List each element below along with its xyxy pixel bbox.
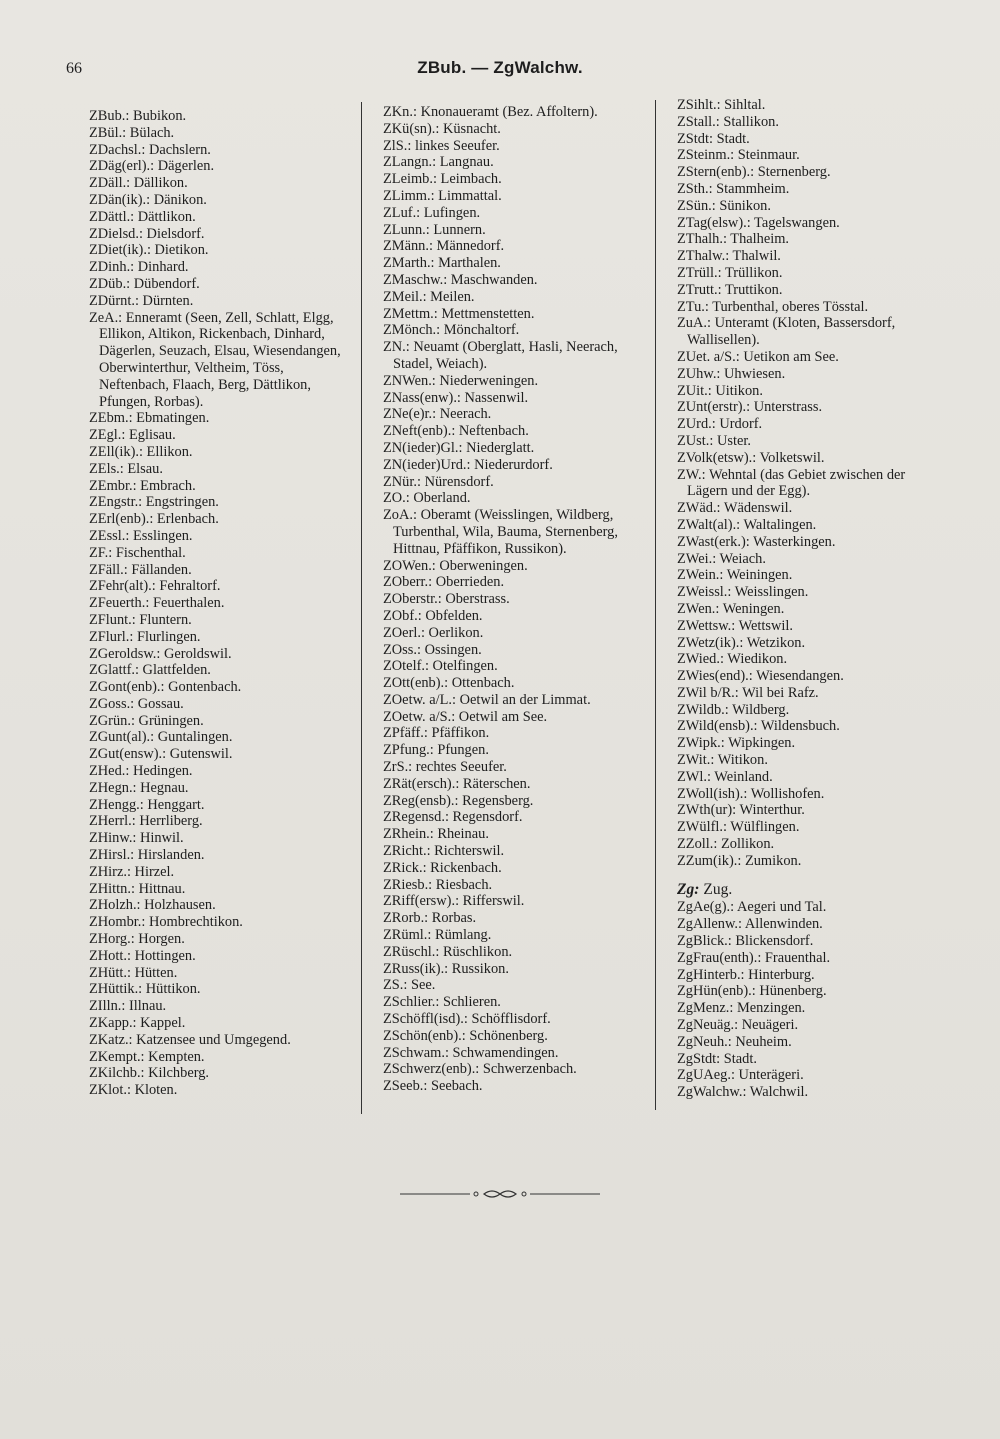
column-divider-2 [655,100,656,1110]
list-item: ZHolzh.: Holzhausen. [89,897,216,914]
list-item: ZWies(end).: Wiesendangen. [677,668,844,685]
canton-heading [677,882,945,899]
page-number: 66 [66,60,82,77]
list-item: ZKlot.: Kloten. [89,1082,178,1099]
list-item: ZSchwerz(enb).: Schwerzenbach. [383,1061,577,1078]
list-item: ZWild(ensb).: Wildensbuch. [677,718,840,735]
list-item: ZLuf.: Lufingen. [383,204,481,221]
list-item: ZRorb.: Rorbas. [383,910,477,927]
list-item: ZRicht.: Richterswil. [383,843,505,860]
list-item: ZDürnt.: Dürnten. [89,292,194,309]
list-item: ZN.: Neuamt (Oberglatt, Hasli, Neerach, Stadel, Weiach). [383,339,618,372]
list-item: ZgAllenw.: Allenwinden. [677,916,823,933]
list-item: ZHirz.: Hirzel. [89,863,175,880]
list-item: ZKn.: Knonaueramt (Bez. Affoltern). [383,104,598,120]
list-item: ZStall.: Stallikon. [677,113,779,130]
list-item: ZMettm.: Mettmenstetten. [383,305,535,322]
list-item: ZWil b/R.: Wil bei Rafz. [677,684,819,701]
list-item: ZHed.: Hedingen. [89,763,193,780]
list-item: ZgMenz.: Menzingen. [677,1000,806,1017]
list-item: ZEgl.: Eglisau. [89,427,176,444]
list-item: ZHegn.: Hegnau. [89,779,189,796]
list-item: ZKilchb.: Kilchberg. [89,1065,210,1082]
list-item: ZWast(erk.): Wasterkingen. [677,533,836,550]
list-item: ZWth(ur): Winterthur. [677,802,805,819]
list-item: ZDinh.: Dinhard. [89,259,189,276]
list-item: ZRüml.: Rümlang. [383,927,492,944]
list-item: ZOWen.: Oberweningen. [383,557,528,574]
list-item: ZUit.: Uitikon. [677,382,763,399]
list-item: ZDiet(ik).: Dietikon. [89,242,209,259]
list-item: ZgBlick.: Blickensdorf. [677,933,814,950]
column-divider-1 [361,102,362,1114]
list-item: ZgNeuh.: Neuheim. [677,1033,792,1050]
column-3 [677,97,945,1101]
list-item: ZWen.: Weningen. [677,600,785,617]
list-item: ZgWalchw.: Walchwil. [677,1084,809,1101]
list-item: ZEll(ik).: Ellikon. [89,443,193,460]
list-item: ZoA.: Oberamt (Weisslingen, Wildberg, Turbenthal, Wila, Bauma, Sternenberg, Hittnau, Pfäffikon, Russikon). [383,507,618,557]
list-item: ZGont(enb).: Gontenbach. [89,679,242,696]
list-item: ZLangn.: Langnau. [383,154,494,171]
list-item: ZTu.: Turbenthal, oberes Tösstal. [677,298,869,315]
list-item: ZF.: Fischenthal. [89,544,186,561]
list-item: ZEbm.: Ebmatingen. [89,410,210,427]
list-item: ZSth.: Stammheim. [677,180,790,197]
list-item: ZNeft(enb).: Neftenbach. [383,423,529,440]
list-item: ZgFrau(enth).: Frauenthal. [677,949,831,966]
list-item: ZSchwam.: Schwamendingen. [383,1044,559,1061]
list-item: ZGunt(al).: Guntalingen. [89,729,233,746]
list-item: ZSeeb.: Seebach. [383,1078,483,1095]
list-item: ZNWen.: Niederweningen. [383,372,539,389]
list-item: ZOberr.: Oberrieden. [383,574,505,591]
list-item: ZSchöffl(isd).: Schöfflisdorf. [383,1011,551,1028]
list-item: ZSihlt.: Sihltal. [677,97,766,113]
list-item: ZUet. a/S.: Uetikon am See. [677,348,839,365]
list-item: ZRiff(ersw).: Rifferswil. [383,893,525,910]
list-item: ZHüttik.: Hüttikon. [89,981,201,998]
list-item: ZPfäff.: Pfäffikon. [383,725,490,742]
list-item: ZTrutt.: Truttikon. [677,281,783,298]
list-item: ZErl(enb).: Erlenbach. [89,511,219,528]
list-item: ZSchlier.: Schlieren. [383,994,501,1011]
list-item: ZKempt.: Kempten. [89,1048,205,1065]
list-item: ZN(ieder)Gl.: Niederglatt. [383,439,535,456]
list-item: ZWildb.: Wildberg. [677,701,790,718]
list-item: ZWalt(al).: Waltalingen. [677,516,817,533]
list-item: ZLimm.: Limmattal. [383,187,502,204]
list-item: ZHombr.: Hombrechtikon. [89,914,243,931]
list-item: ZHerrl.: Herrliberg. [89,813,203,830]
list-item: ZRick.: Rickenbach. [383,859,502,876]
list-item: ZN(ieder)Urd.: Niederurdorf. [383,456,553,473]
list-item: ZgNeuäg.: Neuägeri. [677,1017,799,1034]
list-item: ZBub.: Bubikon. [89,108,187,124]
list-item: ZLeimb.: Leimbach. [383,171,502,188]
list-item: ZSün.: Sünikon. [677,197,771,214]
list-item: ZKatz.: Katzensee und Umgegend. [89,1031,291,1048]
list-item: ZgStdt: Stadt. [677,1050,757,1067]
list-item: ZHütt.: Hütten. [89,964,178,981]
list-item: ZHott.: Hottingen. [89,947,196,964]
list-item: ZuA.: Unteramt (Kloten, Bassersdorf, Wallisellen). [677,315,896,349]
list-item: ZRät(ersch).: Räterschen. [383,775,531,792]
list-item: ZgHün(enb).: Hünenberg. [677,983,827,1000]
list-item: ZMönch.: Mönchaltorf. [383,322,520,339]
list-item: ZGut(ensw).: Gutenswil. [89,746,233,763]
list-item: ZTag(elsw).: Tagelswangen. [677,214,840,231]
list-item: ZFäll.: Fällanden. [89,561,192,578]
list-item: ZWit.: Witikon. [677,752,768,769]
list-item: ZO.: Oberland. [383,490,471,507]
list-item: ZWetz(ik).: Wetzikon. [677,634,806,651]
list-item: ZNe(e)r.: Neerach. [383,406,492,423]
column-1 [89,108,357,1099]
list-item: ZDän(ik).: Dänikon. [89,191,207,208]
list-item: ZLunn.: Lunnern. [383,221,486,238]
list-item: ZW.: Wehntal (das Gebiet zwischen der Lägern und der Egg). [677,466,906,500]
list-item: ZOtt(enb).: Ottenbach. [383,675,515,692]
list-item: ZEmbr.: Embrach. [89,477,196,494]
list-item: ZReg(ensb).: Regensberg. [383,792,534,809]
list-item: ZSchön(enb).: Schönenberg. [383,1027,548,1044]
canton-name: Zug. [703,880,733,898]
list-item: ZDüb.: Dübendorf. [89,275,200,292]
list-item: ZOtelf.: Otelfingen. [383,658,498,675]
list-item: ZMarth.: Marthalen. [383,255,501,272]
list-item: ZWein.: Weiningen. [677,567,793,584]
list-item: ZMaschw.: Maschwanden. [383,271,538,288]
list-item: ZWülfl.: Wülflingen. [677,819,800,836]
list-item: ZDäll.: Dällikon. [89,175,188,192]
list-item: ZGlattf.: Glattfelden. [89,662,211,679]
list-item: ZPfung.: Pfungen. [383,742,489,759]
list-item: ZDielsd.: Dielsdorf. [89,225,205,242]
list-item: ZHorg.: Horgen. [89,931,185,948]
list-item: ZRegensd.: Regensdorf. [383,809,523,826]
list-item: ZFlunt.: Fluntern. [89,611,192,628]
list-item: ZStdt: Stadt. [677,130,750,147]
list-item: ZSteinm.: Steinmaur. [677,147,800,164]
list-item: ZWoll(ish).: Wollishofen. [677,785,825,802]
list-item: ZNür.: Nürensdorf. [383,473,494,490]
list-item: ZStern(enb).: Sternenberg. [677,164,831,181]
list-item: ZRiesb.: Riesbach. [383,876,493,893]
list-item: ZgHinterb.: Hinterburg. [677,966,815,983]
list-item: ZHengg.: Henggart. [89,796,205,813]
list-item: ZgAe(g).: Aegeri und Tal. [677,899,827,916]
list-item: ZWipk.: Wipkingen. [677,735,796,752]
list-item: ZHittn.: Hittnau. [89,880,186,897]
list-item: ZEls.: Elsau. [89,460,163,477]
list-item: ZDachsl.: Dachslern. [89,141,211,158]
list-item: ZGeroldsw.: Geroldswil. [89,645,232,662]
list-item: ZOss.: Ossingen. [383,641,482,658]
list-item: ZWeissl.: Weisslingen. [677,584,809,601]
list-item: ZHirsl.: Hirslanden. [89,847,205,864]
list-item: ZOetw. a/L.: Oetwil an der Limmat. [383,691,591,708]
list-item: ZThalw.: Thalwil. [677,248,781,265]
list-item: ZeA.: Enneramt (Seen, Zell, Schlatt, Elgg, Ellikon, Altikon, Rickenbach, Dinhard, Dägerlen, Seuzach, Elsau, Wiesendangen, Oberwinterthur, Veltheim, Töss, Neftenbach, Flaach, Berg, Dättlikon, Pfungen, Rorbas). [89,309,341,410]
list-item: ZIlln.: Illnau. [89,998,167,1015]
column-3-entries [677,97,945,870]
list-item: ZEngstr.: Engstringen. [89,494,219,511]
list-item: ZOetw. a/S.: Oetwil am See. [383,708,548,725]
list-item: ZZum(ik).: Zumikon. [677,852,802,869]
list-item: ZWied.: Wiedikon. [677,651,788,668]
list-item: ZGoss.: Gossau. [89,695,184,712]
list-item: ZRhein.: Rheinau. [383,826,489,843]
list-item: ZFlurl.: Flurlingen. [89,628,201,645]
canton-code: Zg: [677,880,700,898]
list-item: ZWei.: Weiach. [677,550,766,567]
column-2 [383,104,651,1095]
list-item: ZUrd.: Urdorf. [677,416,763,433]
list-item: ZUst.: Uster. [677,432,751,449]
list-item: ZFeuerth.: Feuerthalen. [89,595,225,612]
list-item: ZRüschl.: Rüschlikon. [383,943,513,960]
list-item: ZrS.: rechtes Seeufer. [383,759,507,776]
list-item: ZWäd.: Wädenswil. [677,500,793,517]
list-item: ZBül.: Bülach. [89,124,175,141]
list-item: ZKü(sn).: Küsnacht. [383,120,501,137]
list-item: ZMeil.: Meilen. [383,288,475,305]
list-item: ZNass(enw).: Nassenwil. [383,389,529,406]
list-item: ZZoll.: Zollikon. [677,836,775,853]
list-item: ZDättl.: Dättlikon. [89,208,196,225]
list-item: ZUnt(erstr).: Unterstrass. [677,399,823,416]
list-item: ZRuss(ik).: Russikon. [383,960,509,977]
list-item: ZEssl.: Esslingen. [89,527,193,544]
running-head: ZBub. — ZgWalchw. [417,58,583,77]
list-item: ZFehr(alt).: Fehraltorf. [89,578,221,595]
list-item: ZWl.: Weinland. [677,768,773,785]
list-item: ZgUAeg.: Unterägeri. [677,1067,804,1084]
list-item: ZHinw.: Hinwil. [89,830,184,847]
list-item: ZObf.: Obfelden. [383,607,483,624]
list-item: ZMänn.: Männedorf. [383,238,505,255]
list-item: ZlS.: linkes Seeufer. [383,137,500,154]
list-item: ZGrün.: Grüningen. [89,712,204,729]
list-item: ZUhw.: Uhwiesen. [677,365,786,382]
list-item: ZS.: See. [383,977,436,994]
canton-entries [677,899,945,1101]
end-ornament [400,1186,600,1202]
list-item: ZVolk(etsw).: Volketswil. [677,449,825,466]
list-item: ZOberstr.: Oberstrass. [383,591,510,608]
list-item: ZThalh.: Thalheim. [677,231,790,248]
list-item: ZOerl.: Oerlikon. [383,624,484,641]
list-item: ZDäg(erl).: Dägerlen. [89,158,215,175]
list-item: ZWettsw.: Wettswil. [677,617,793,634]
list-item: ZKapp.: Kappel. [89,1015,186,1032]
list-item: ZTrüll.: Trüllikon. [677,264,783,281]
